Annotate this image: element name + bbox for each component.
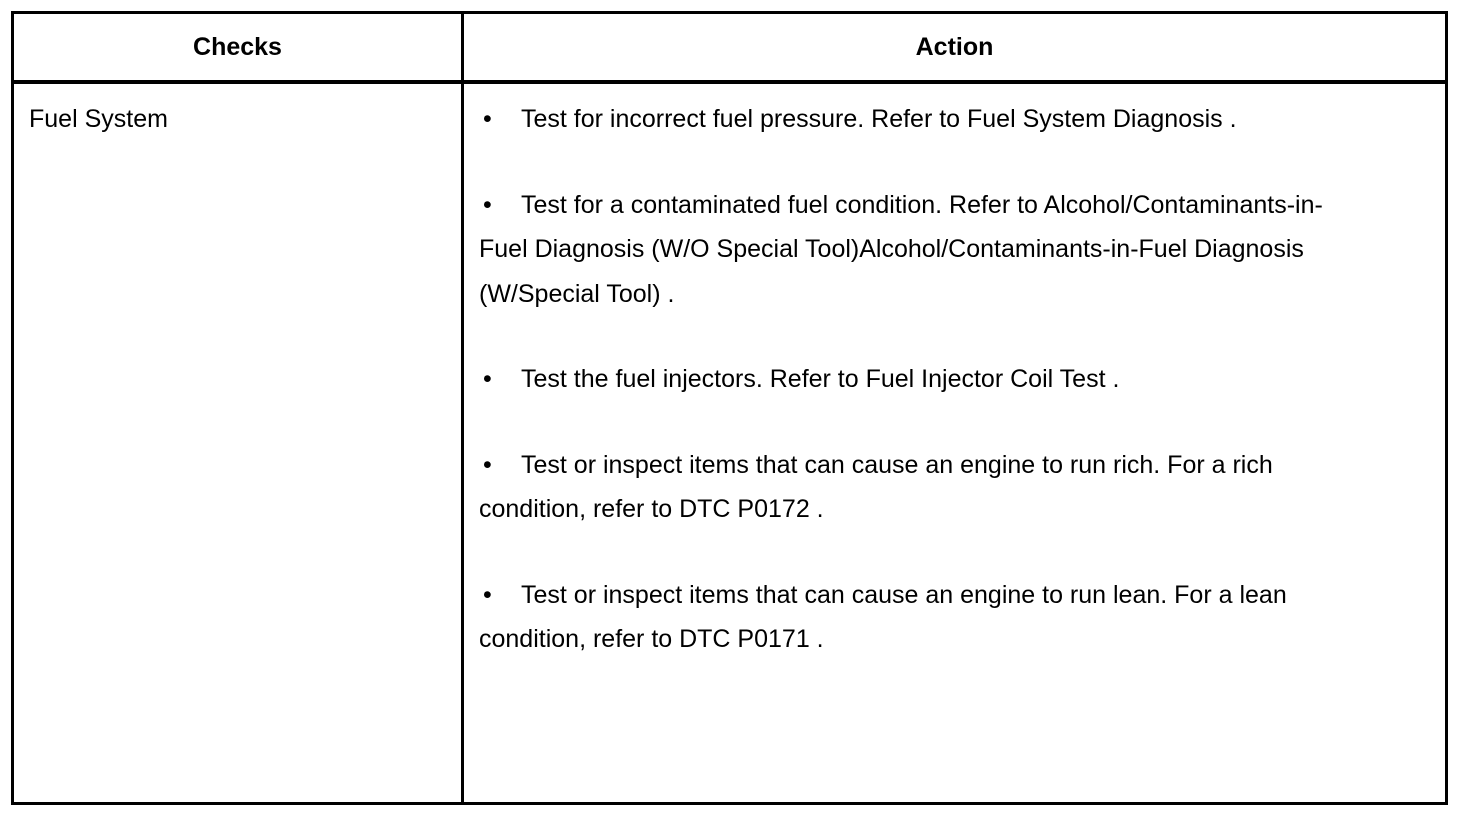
check-cell-fuel-system: Fuel System	[29, 105, 168, 133]
bullet-icon: •	[483, 190, 492, 219]
action-item-5	[479, 573, 1339, 662]
action-text: Test the fuel injectors. Refer to Fuel Injector Coil Test .	[521, 365, 1120, 393]
bullet-icon: •	[483, 580, 492, 609]
action-text: Test or inspect items that can cause an engine to run rich. For a rich condition, refer to DTC P0172 .	[479, 450, 1273, 523]
action-item-2	[479, 183, 1339, 317]
checks-action-table	[11, 11, 1448, 805]
header-checks: Checks	[193, 33, 282, 61]
action-item-3	[479, 357, 1339, 402]
action-text: Test for a contaminated fuel condition. Refer to Alcohol/Contaminants-in-Fuel Diagnosis (W/O Special Tool)Alcohol/Contaminants-in-Fuel Diagnosis (W/Special Tool) .	[479, 190, 1323, 308]
action-text: Test or inspect items that can cause an engine to run lean. For a lean condition, refer to DTC P0171 .	[479, 580, 1287, 653]
action-cell	[479, 104, 1339, 703]
action-text: Test for incorrect fuel pressure. Refer to Fuel System Diagnosis .	[521, 105, 1237, 133]
bullet-icon: •	[483, 365, 492, 393]
header-action: Action	[915, 33, 994, 61]
table-header-row	[14, 14, 1445, 84]
action-item-4	[479, 443, 1339, 532]
action-item-1	[479, 97, 1339, 142]
bullet-icon: •	[483, 105, 492, 133]
column-divider	[461, 14, 464, 802]
bullet-icon: •	[483, 450, 492, 479]
